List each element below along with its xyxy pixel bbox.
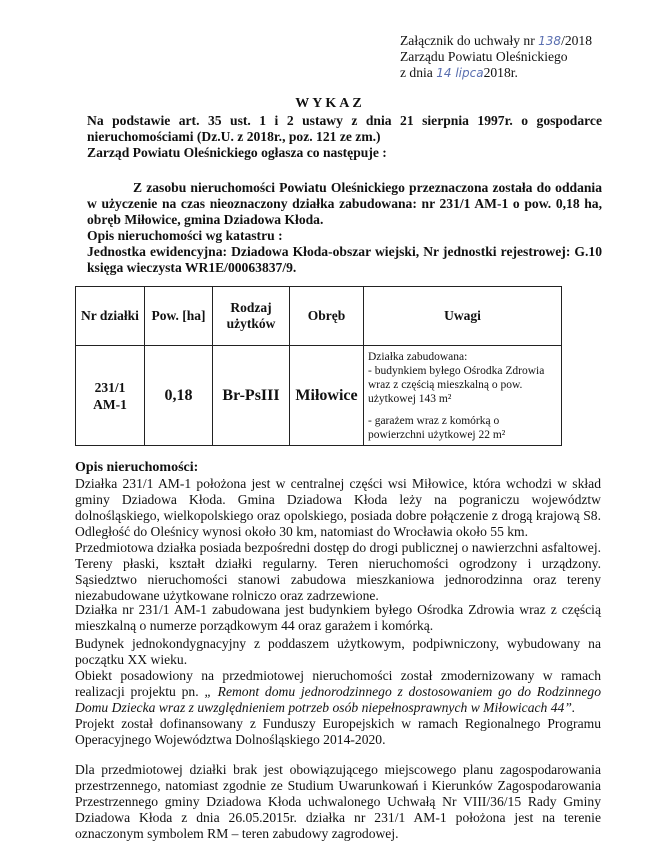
header-date-label: z dnia <box>400 65 433 80</box>
col-header-nr: Nr działki <box>76 287 145 346</box>
cell-obreb: Miłowice <box>290 346 364 446</box>
uwagi-line-3: - garażem wraz z komórką o powierzchni użytkowej 22 m² <box>368 414 506 441</box>
cell-uwagi <box>364 346 562 446</box>
cell-pow: 0,18 <box>145 346 213 446</box>
description-paragraph-4: Budynek jednokondygnacyjny z poddaszem użytkowym, podpiwniczony, wybudowany na początku XX wieku. <box>75 636 601 667</box>
legal-basis-text: Na podstawie art. 35 ust. 1 i 2 ustawy z dnia 21 sierpnia 1997r. o gospodarce nieruchomościami (Dz.U. z 2018r., poz. 121 ze zm.) <box>87 113 602 144</box>
lead-text: Z zasobu nieruchomości Powiatu Oleśnickiego przeznaczona została do oddania w użyczenie na czas nieoznaczony działka zabudowana: nr 231/1 AM-1 o pow. 0,18 ha, obręb Miłowice, gmina Dziadowa Kłoda. <box>87 180 602 227</box>
cadastre-text: Jednostka ewidencyjna: Dziadowa Kłoda-obszar wiejski, Nr jednostki rejestrowej: G.10 księga wieczysta WR1E/00063837/9. <box>87 244 602 275</box>
col-header-uwagi: Uwagi <box>364 287 562 346</box>
header-resolution-year: /2018 <box>561 33 593 48</box>
cell-rodzaj: Br-PsIII <box>213 346 290 446</box>
legal-basis <box>87 113 602 161</box>
header-date-year: 2018r. <box>483 65 518 80</box>
uwagi-line-2: - budynkiem byłego Ośrodka Zdrowia wraz z częścią mieszkalną o pow. użytkowej 143 m² <box>368 364 545 405</box>
planning-paragraph: Dla przedmiotowej działki brak jest obowiązującego miejscowego planu zagospodarowania przestrzennego, natomiast zgodnie ze Studium Uwarunkowań i Kierunków Zagospodarowania Przestrzennego gminy Dziadowa Kłoda uchwalonego Uchwałą Nr VIII/36/15 Rady Gminy Dziadowa Kłoda z dnia 26.05.2015r. działka nr 231/1 AM-1 położona jest na terenie oznaczonym symbolem RM – teren zabudowy zagrodowej. <box>75 762 601 841</box>
header-resolution-line <box>400 33 592 49</box>
project-name: „ Remont domu jednorodzinnego z dostosowaniem go do Rodzinnego Domu Dziecka wraz z uwzględnieniem potrzeb osób niepełnosprawnych w Miłowicach 44”. <box>75 684 601 715</box>
col-header-rodzaj: Rodzaj użytków <box>213 287 290 346</box>
description-paragraph-2: Przedmiotowa działka posiada bezpośredni dostęp do drogi publicznej o nawierzchni asfaltowej. Tereny płaski, kształt działki regularny. Teren nieruchomości ogrodzony i urządzony. Sąsiedztwo nieruchomości stanowi zabudowa mieszkaniowa jednorodzinna oraz tereny niezabudowane użytkowane rolniczo oraz zadrzewione. <box>75 540 601 603</box>
section-title: Opis nieruchomości: <box>75 460 199 475</box>
col-header-obreb: Obręb <box>290 287 364 346</box>
board-announcement: Zarząd Powiatu Oleśnickiego ogłasza co następuje : <box>87 145 387 160</box>
header-board-name: Zarządu Powiatu Oleśnickiego <box>400 49 568 64</box>
description-paragraph-6: Projekt został dofinansowany z Funduszy Europejskich w ramach Regionalnego Programu Operacyjnego Województwa Dolnośląskiego 2014-2020. <box>75 716 601 747</box>
col-header-pow: Pow. [ha] <box>145 287 213 346</box>
table-header-row <box>76 287 562 346</box>
header-date-line <box>400 65 592 81</box>
description-paragraph-3: Działka nr 231/1 AM-1 zabudowana jest budynkiem byłego Ośrodka Zdrowia wraz z częścią mieszkalną o numerze porządkowym 44 oraz garażem i komórką. <box>75 602 601 633</box>
uwagi-line-1: Działka zabudowana: <box>368 350 468 363</box>
handwritten-date: 14 lipca <box>436 66 484 80</box>
description-paragraph-5 <box>75 668 601 716</box>
description-paragraph-1: Działka 231/1 AM-1 położona jest w centralnej części wsi Miłowice, która wchodzi w skład gminy Dziadowa Kłoda. Gmina Dziadowa Kłoda leży na pograniczu województw dolnośląskiego, wielkopolskiego oraz opolskiego, posiada dobre połączenie z drogą krajową S8. Odległość do Oleśnicy wynosi około 30 km, natomiast do Wrocławia około 55 km. <box>75 476 601 539</box>
document-title: WYKAZ <box>295 96 365 111</box>
header-resolution-label: Załącznik do uchwały nr <box>400 33 535 48</box>
attachment-header <box>400 33 592 81</box>
handwritten-resolution-number: 138 <box>538 34 562 48</box>
property-table <box>75 286 562 446</box>
paragraph-5-text: Obiekt posadowiony na przedmiotowej nieruchomości został zmodernizowany w ramach realizacji projektu pn. <box>75 668 601 699</box>
cadastre-label: Opis nieruchomości wg katastru : <box>87 228 283 243</box>
table-row <box>76 346 562 446</box>
lead-paragraph <box>87 180 602 276</box>
cell-nr-text: 231/1 AM-1 <box>93 379 127 412</box>
cell-nr <box>76 346 145 446</box>
